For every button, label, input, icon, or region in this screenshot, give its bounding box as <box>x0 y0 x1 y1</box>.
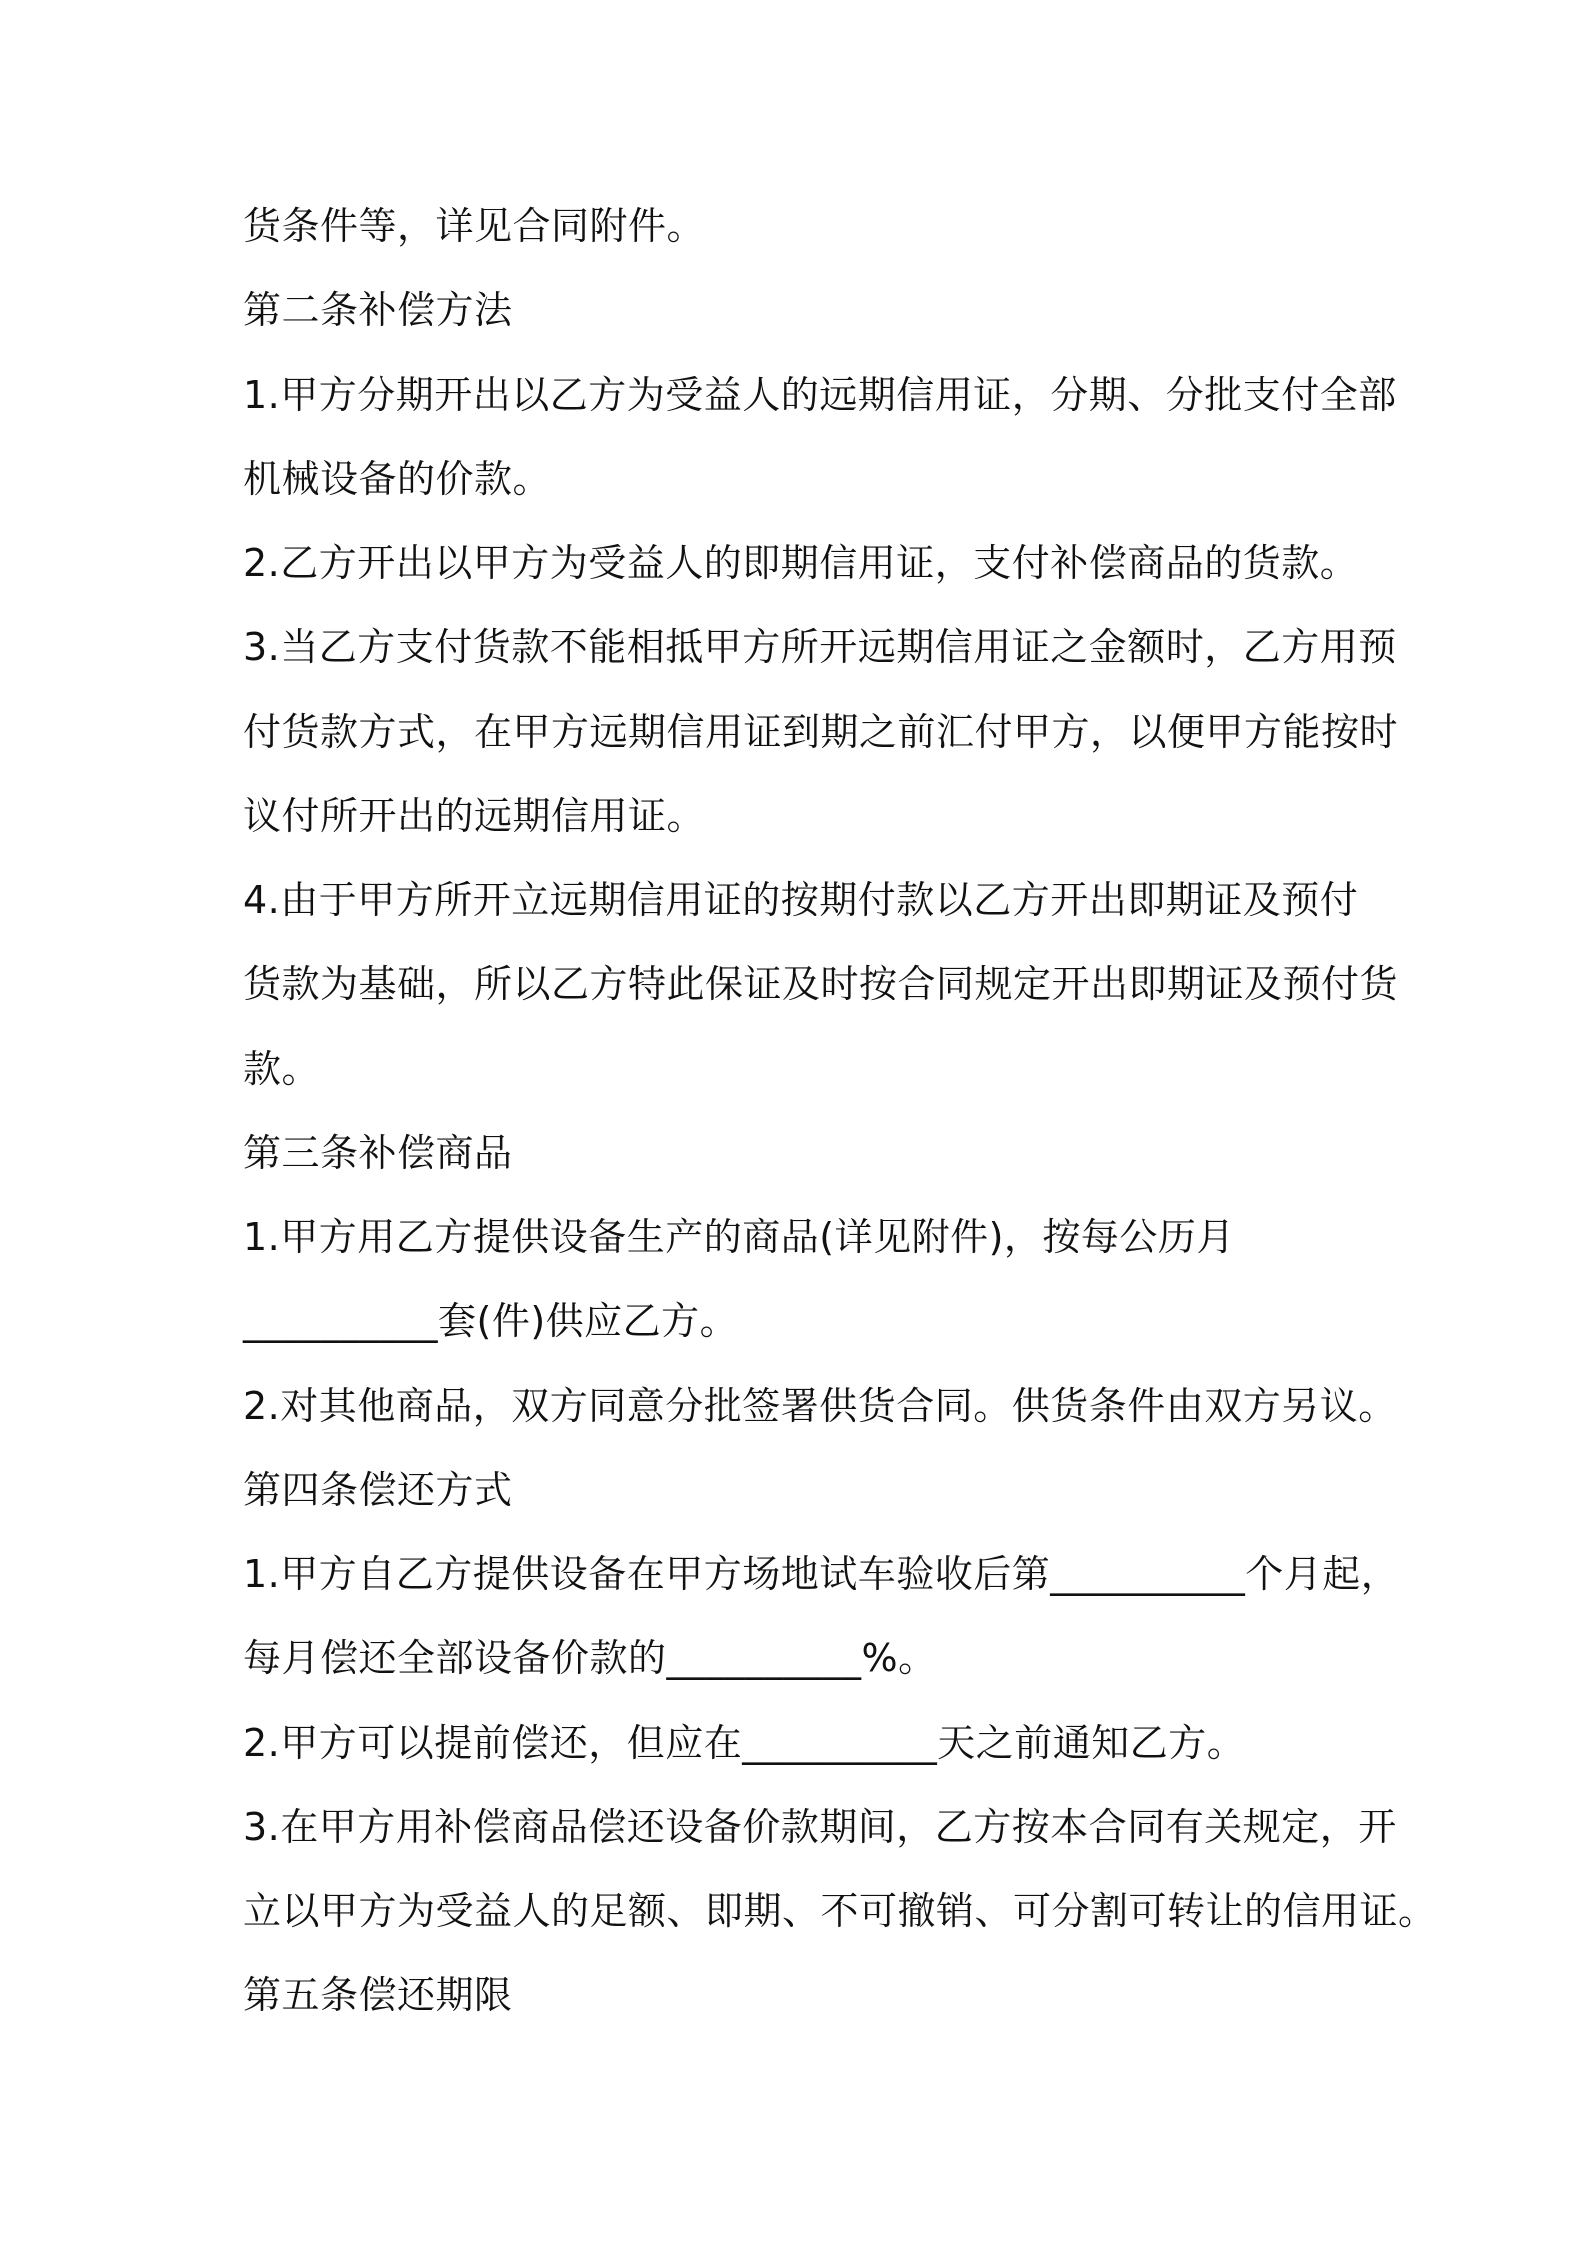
text-line: 款。 <box>243 1047 321 1091</box>
text-line: 2.甲方可以提前偿还，但应在__________天之前通知乙方。 <box>243 1721 1246 1765</box>
text-line: 每月偿还全部设备价款的__________%。 <box>243 1636 937 1680</box>
text-line: 2.乙方开出以甲方为受益人的即期信用证，支付补偿商品的货款。 <box>243 541 1359 585</box>
text-line: 机械设备的价款。 <box>243 457 552 501</box>
section-heading: 第二条补偿方法 <box>243 288 513 332</box>
text-line: 立以甲方为受益人的足额、即期、不可撤销、可分割可转让的信用证。 <box>243 1889 1437 1933</box>
section-heading: 第五条偿还期限 <box>243 1973 513 2017</box>
text-line: 议付所开出的远期信用证。 <box>243 794 706 838</box>
text-line: __________套(件)供应乙方。 <box>243 1299 739 1343</box>
text-line: 1.甲方自乙方提供设备在甲方场地试车验收后第__________个月起， <box>243 1552 1400 1596</box>
text-line: 货款为基础，所以乙方特此保证及时按合同规定开出即期证及预付货 <box>243 962 1399 1006</box>
text-line: 付货款方式，在甲方远期信用证到期之前汇付甲方，以便甲方能按时 <box>243 710 1399 754</box>
text-line: 3.在甲方用补偿商品偿还设备价款期间，乙方按本合同有关规定，开 <box>243 1805 1397 1849</box>
section-heading: 第四条偿还方式 <box>243 1468 513 1512</box>
section-heading: 第三条补偿商品 <box>243 1131 513 1175</box>
text-line: 1.甲方用乙方提供设备生产的商品(详见附件)，按每公历月 <box>243 1215 1235 1259</box>
text-line: 货条件等，详见合同附件。 <box>243 204 706 248</box>
text-line: 1.甲方分期开出以乙方为受益人的远期信用证，分期、分批支付全部 <box>243 373 1397 417</box>
text-line: 2.对其他商品，双方同意分批签署供货合同。供货条件由双方另议。 <box>243 1384 1397 1428</box>
text-line: 4.由于甲方所开立远期信用证的按期付款以乙方开出即期证及预付 <box>243 878 1359 922</box>
text-line: 3.当乙方支付货款不能相抵甲方所开远期信用证之金额时，乙方用预 <box>243 625 1397 669</box>
